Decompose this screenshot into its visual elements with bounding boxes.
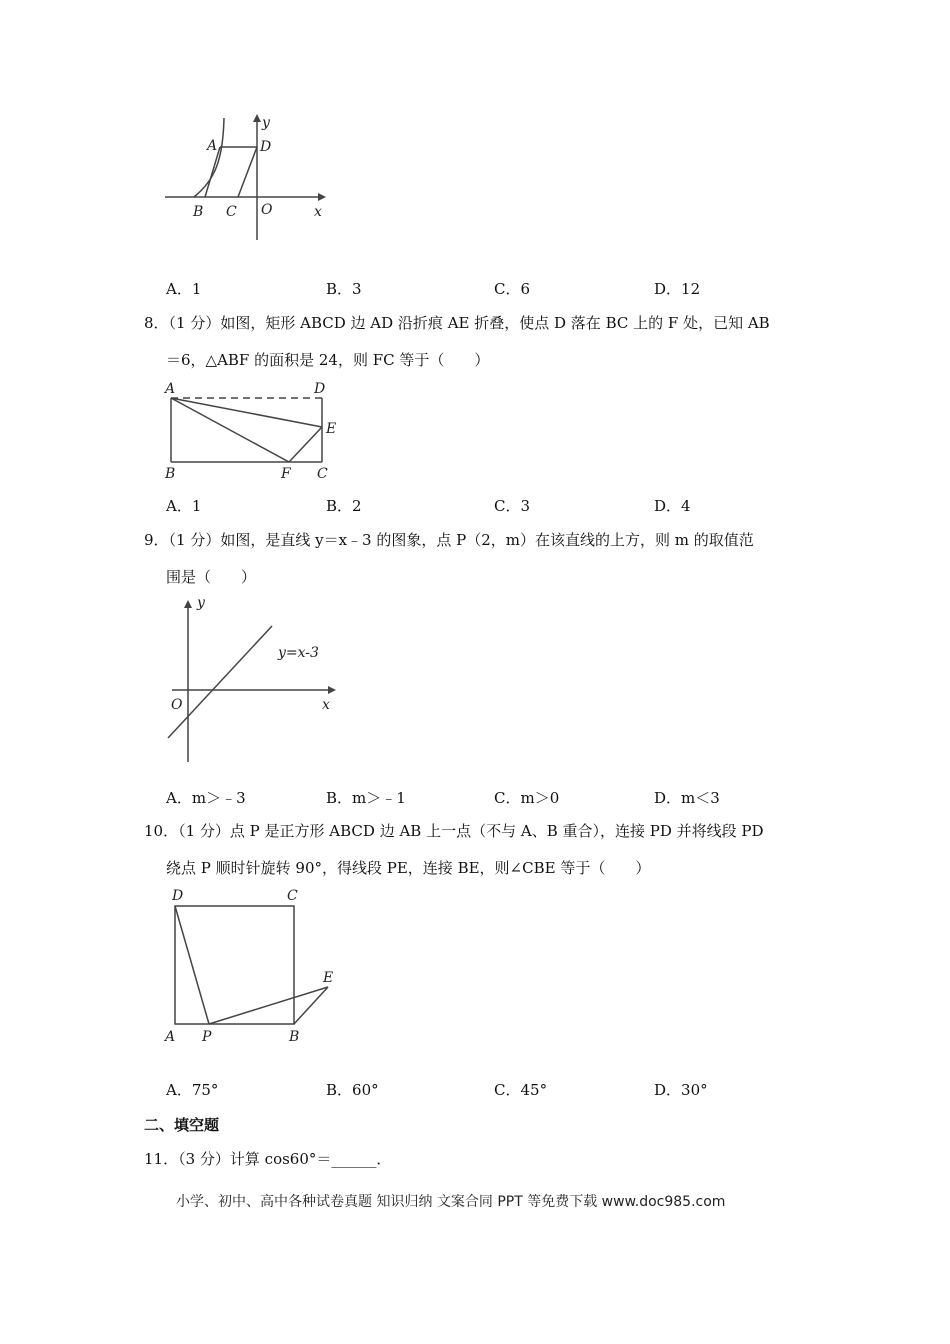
q8-label-c: C — [317, 466, 328, 482]
q8-option-b-text: 2 — [352, 497, 362, 515]
q11-stem: 11．（3 分）计算 cos60°＝______． — [144, 1150, 392, 1168]
q10-label-e: E — [323, 970, 334, 986]
q7-segment-ab — [205, 147, 220, 197]
q10-label-c: C — [287, 888, 298, 904]
q7-label-o: O — [261, 202, 273, 218]
q8-option-b — [326, 495, 362, 516]
q9-option-d-text: m＜3 — [681, 789, 720, 807]
q9-option-b-text: m＞﹣1 — [352, 789, 406, 807]
q7-segment-dc — [238, 147, 257, 197]
q8-option-c-letter: C． — [494, 497, 521, 515]
q9-option-b — [326, 787, 406, 808]
q10-stem-line1: 10．（1 分）点 P 是正方形 ABCD 边 AB 上一点（不与 A、B 重合），连接 PD 并将线段 PD — [144, 822, 764, 840]
q9-option-d-letter: D． — [654, 789, 682, 807]
q10-option-b-letter: B． — [326, 1081, 353, 1099]
q8-option-d-text: 4 — [681, 497, 691, 515]
q10-label-a: A — [165, 1029, 176, 1045]
q8-figure — [160, 374, 350, 486]
q7-option-c-text: 6 — [520, 280, 531, 298]
q9-option-a-text: m＞﹣3 — [191, 789, 246, 807]
q10-option-b-text: 60° — [352, 1081, 379, 1099]
q7-option-d-text: 12 — [681, 280, 701, 298]
q7-label-x: x — [314, 204, 322, 220]
q9-option-d — [654, 787, 720, 808]
q8-label-b: B — [165, 466, 176, 482]
q7-option-b — [326, 278, 362, 299]
q9-option-c — [494, 787, 559, 808]
q7-label-a: A — [207, 138, 218, 154]
q9-option-b-letter: B． — [326, 789, 353, 807]
q8-option-a — [166, 495, 201, 516]
q10-stem-line2: 绕点 P 顺时针旋转 90°，得线段 PE，连接 BE，则∠CBE 等于（ ） — [166, 859, 651, 877]
q8-label-e: E — [326, 421, 337, 437]
q7-label-b: B — [193, 204, 204, 220]
q8-option-c — [494, 495, 530, 516]
q7-option-c-letter: C． — [494, 280, 521, 298]
q7-y-arrow — [253, 114, 261, 122]
q10-option-a — [166, 1079, 218, 1100]
section-title-fill-in: 二、填空题 — [144, 1116, 220, 1134]
q7-option-d-letter: D． — [654, 280, 682, 298]
q7-option-b-text: 3 — [352, 280, 362, 298]
q8-option-c-text: 3 — [520, 497, 531, 515]
q7-figure — [160, 110, 340, 245]
q10-option-a-letter: A． — [166, 1081, 192, 1099]
q8-stem-line2: ＝6，△ABF 的面积是 24，则 FC 等于（ ） — [166, 351, 490, 369]
q7-option-a-letter: A． — [166, 280, 192, 298]
q7-x-arrow — [318, 193, 326, 201]
q7-option-c — [494, 278, 530, 299]
q8-option-d-letter: D． — [654, 497, 682, 515]
q7-option-a — [166, 278, 201, 299]
q9-figure — [160, 592, 350, 772]
q10-option-c — [494, 1079, 547, 1100]
q7-label-d: D — [260, 139, 272, 155]
q7-option-d — [654, 278, 700, 299]
q9-label-y: y — [197, 595, 205, 611]
q8-segment-fe — [289, 427, 322, 462]
q10-segment-pd — [175, 906, 209, 1024]
q10-option-b — [326, 1079, 379, 1100]
q8-label-f: F — [281, 466, 291, 482]
q9-option-c-letter: C． — [494, 789, 521, 807]
q8-segment-ae — [171, 398, 322, 427]
q10-option-d — [654, 1079, 708, 1100]
q8-option-b-letter: B． — [326, 497, 353, 515]
q10-option-c-letter: C． — [494, 1081, 521, 1099]
q10-label-d: D — [172, 888, 184, 904]
q10-square — [175, 906, 294, 1024]
q9-stem-line2: 围是（ ） — [166, 568, 257, 586]
q10-figure — [160, 882, 350, 1052]
q7-option-a-text: 1 — [191, 280, 202, 298]
q9-stem-line1: 9．（1 分）如图，是直线 y＝x﹣3 的图象，点 P（2，m）在该直线的上方，则 m 的取值范 — [144, 531, 754, 549]
q7-label-c: C — [226, 204, 237, 220]
q9-option-a — [166, 787, 246, 808]
q9-label-o: O — [171, 697, 183, 713]
q9-label-line: y=x-3 — [278, 645, 319, 661]
q10-label-b: B — [289, 1029, 300, 1045]
q9-line-graph — [168, 626, 272, 738]
q7-label-y: y — [262, 115, 270, 131]
q8-stem-line1: 8．（1 分）如图，矩形 ABCD 边 AD 沿折痕 AE 折叠，使点 D 落在 BC 上的 F 处，已知 AB — [144, 314, 770, 332]
q8-label-d: D — [314, 381, 326, 397]
q10-option-d-letter: D． — [654, 1081, 682, 1099]
q10-label-p: P — [202, 1029, 212, 1045]
q10-option-a-text: 75° — [191, 1081, 219, 1099]
q8-option-a-text: 1 — [191, 497, 202, 515]
page-footer: 小学、初中、高中各种试卷真题 知识归纳 文案合同 PPT 等免费下载 www.doc985.com — [176, 1194, 726, 1210]
q8-label-a: A — [165, 381, 176, 397]
q9-option-a-letter: A． — [166, 789, 192, 807]
q9-x-arrow — [328, 686, 336, 694]
q8-option-d — [654, 495, 691, 516]
q7-option-b-letter: B． — [326, 280, 353, 298]
q8-option-a-letter: A． — [166, 497, 192, 515]
q10-option-d-text: 30° — [681, 1081, 708, 1099]
q8-segment-af — [171, 398, 289, 462]
q9-y-arrow — [184, 600, 192, 608]
q10-option-c-text: 45° — [520, 1081, 548, 1099]
q9-option-c-text: m＞0 — [520, 789, 560, 807]
q9-label-x: x — [322, 697, 330, 713]
